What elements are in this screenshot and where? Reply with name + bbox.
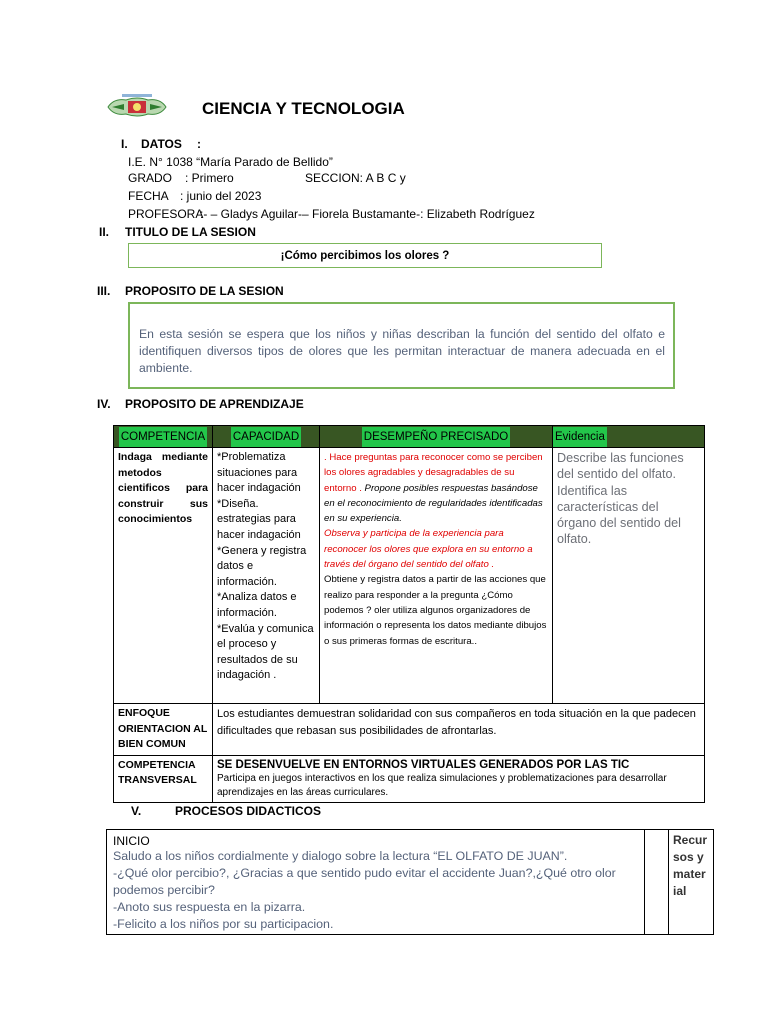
inicio-line: Saludo a los niños cordialmente y dialogo sobre la lectura “EL OLFATO DE JUAN”. — [113, 849, 568, 863]
section-value: SECCION: A B C y — [305, 171, 406, 185]
header-desempeno: DESEMPEÑO PRECISADO — [362, 427, 510, 447]
recursos-cell — [669, 830, 714, 935]
section-heading-datos: DATOS — [141, 137, 182, 151]
section-number: IV. — [97, 397, 111, 411]
section-number: II. — [99, 225, 110, 239]
desempeno-cell — [320, 448, 553, 704]
date-value: : junio del 2023 — [180, 189, 262, 203]
transversal-label: COMPETENCIA TRANSVERSAL — [118, 758, 197, 786]
evidencia-cell — [553, 448, 705, 704]
section-number: III. — [97, 284, 111, 298]
transversal-heading: SE DESENVUELVE EN ENTORNOS VIRTUALES GENERADOS POR LAS TIC — [217, 758, 630, 771]
section-number: V. — [131, 804, 142, 818]
teacher-value: :- – Gladys Aguilar-– Fiorela Bustamante-: Elizabeth Rodríguez — [200, 207, 535, 221]
inicio-heading: INICIO — [113, 834, 150, 848]
section-number: I. — [121, 137, 128, 151]
header-cell — [553, 426, 705, 448]
grade-label: GRADO — [128, 171, 173, 185]
enfoque-text: Los estudiantes demuestran solidaridad con sus compañeros en toda situación en la que padecen dificultades que rebasan sus posibilidades de afrontarlas. — [217, 708, 696, 737]
section-heading-proposito-sesion: PROPOSITO DE LA SESION — [125, 284, 284, 298]
header-cell — [213, 426, 320, 448]
page-title: CIENCIA Y TECNOLOGIA — [202, 99, 405, 118]
transversal-text: Participa en juegos interactivos en los que realiza simulaciones y problematizaciones para desarrollar aprendizajes en las áreas curriculares. — [217, 772, 667, 798]
competencia-cell — [114, 448, 213, 704]
inicio-cell — [107, 830, 645, 935]
desempeno-3: Obtiene y registra datos a partir de las acciones que realizo para responder a la pregunta ¿Cómo podemos ? oler utiliza algunos organizadores de información o representa los datos mediante dibujos o sus primeras formas de escritura.. — [324, 574, 547, 647]
header-evidencia: Evidencia — [553, 427, 607, 447]
enfoque-label: ENFOQUE ORIENTACION AL BIEN COMUN — [118, 707, 208, 750]
session-title-box — [128, 243, 602, 268]
inicio-line: -Felicito a los niños por su participacion. — [113, 917, 334, 931]
table-row — [114, 448, 705, 704]
capacidad-cell — [213, 448, 320, 704]
section-heading-procesos: PROCESOS DIDACTICOS — [175, 804, 322, 818]
transversal-label-cell — [114, 755, 213, 802]
enfoque-label-cell — [114, 704, 213, 756]
inicio-line: -¿Qué olor percibio?, ¿Gracias a que sentido pudo evitar el accidente Juan?,¿Qué otro olor podemos percibir? — [113, 866, 616, 897]
desempeno-red-2: Observa y participa de la experiencia para reconocer los olores que explora en su entorno a través del órgano del sentido del olfato . — [324, 528, 533, 571]
transversal-text-cell — [213, 755, 705, 802]
section-heading-titulo: TITULO DE LA SESION — [125, 225, 256, 239]
table-row — [114, 704, 705, 756]
desempeno-red-1: . Hace preguntas para reconocer como se perciben los olores agradables y desagradables de su entorno . — [324, 452, 543, 494]
table-row — [107, 830, 714, 935]
spacer-cell — [645, 830, 669, 935]
table-header-row — [114, 426, 705, 448]
session-purpose-text: En esta sesión se espera que los niños y niñas describan la función del sentido del olfato e identifiquen diversos tipos de olores que les permitan interactuar de manera adecuada en el ambiente. — [139, 327, 665, 375]
header-competencia: COMPETENCIA — [119, 427, 207, 447]
grade-value: : Primero — [185, 171, 234, 185]
teacher-label: PROFESORA — [128, 207, 204, 221]
school-name: I.E. N° 1038 “María Parado de Bellido” — [128, 155, 333, 169]
recursos-label: Recursos y material — [673, 833, 708, 898]
session-title: ¡Cómo percibimos los olores ? — [280, 249, 450, 262]
section-heading-proposito-aprendizaje: PROPOSITO DE APRENDIZAJE — [125, 397, 304, 411]
datos-colon: : — [197, 137, 201, 151]
session-purpose-box — [128, 302, 675, 389]
school-logo — [104, 94, 170, 120]
header-cell — [320, 426, 553, 448]
capacidad-text: *Problematiza situaciones para hacer indagación *Diseña. estrategias para hacer indagación *Genera y registra datos e información. *Analiza datos e información. *Evalúa y comunica el proceso y resultados de su indagación . — [217, 451, 314, 682]
competencies-table — [113, 425, 705, 803]
competencia-text: Indaga mediante metodos cientificos para construir sus conocimientos — [118, 451, 208, 526]
desempeno-text — [324, 450, 548, 649]
table-row — [114, 755, 705, 802]
inicio-line: -Anoto sus respuesta en la pizarra. — [113, 900, 306, 914]
header-capacidad: CAPACIDAD — [231, 427, 301, 447]
procesos-table — [106, 829, 714, 935]
evidencia-text: Describe las funciones del sentido del olfato. Identifica las características del órgano del sentido del olfato. — [557, 451, 684, 547]
enfoque-text-cell — [213, 704, 705, 756]
header-cell — [114, 426, 213, 448]
date-label: FECHA — [128, 189, 169, 203]
desempeno-italic-1: Propone posibles respuestas basándose en el reconocimiento de regularidades identificadas en su experiencia. — [324, 482, 543, 525]
